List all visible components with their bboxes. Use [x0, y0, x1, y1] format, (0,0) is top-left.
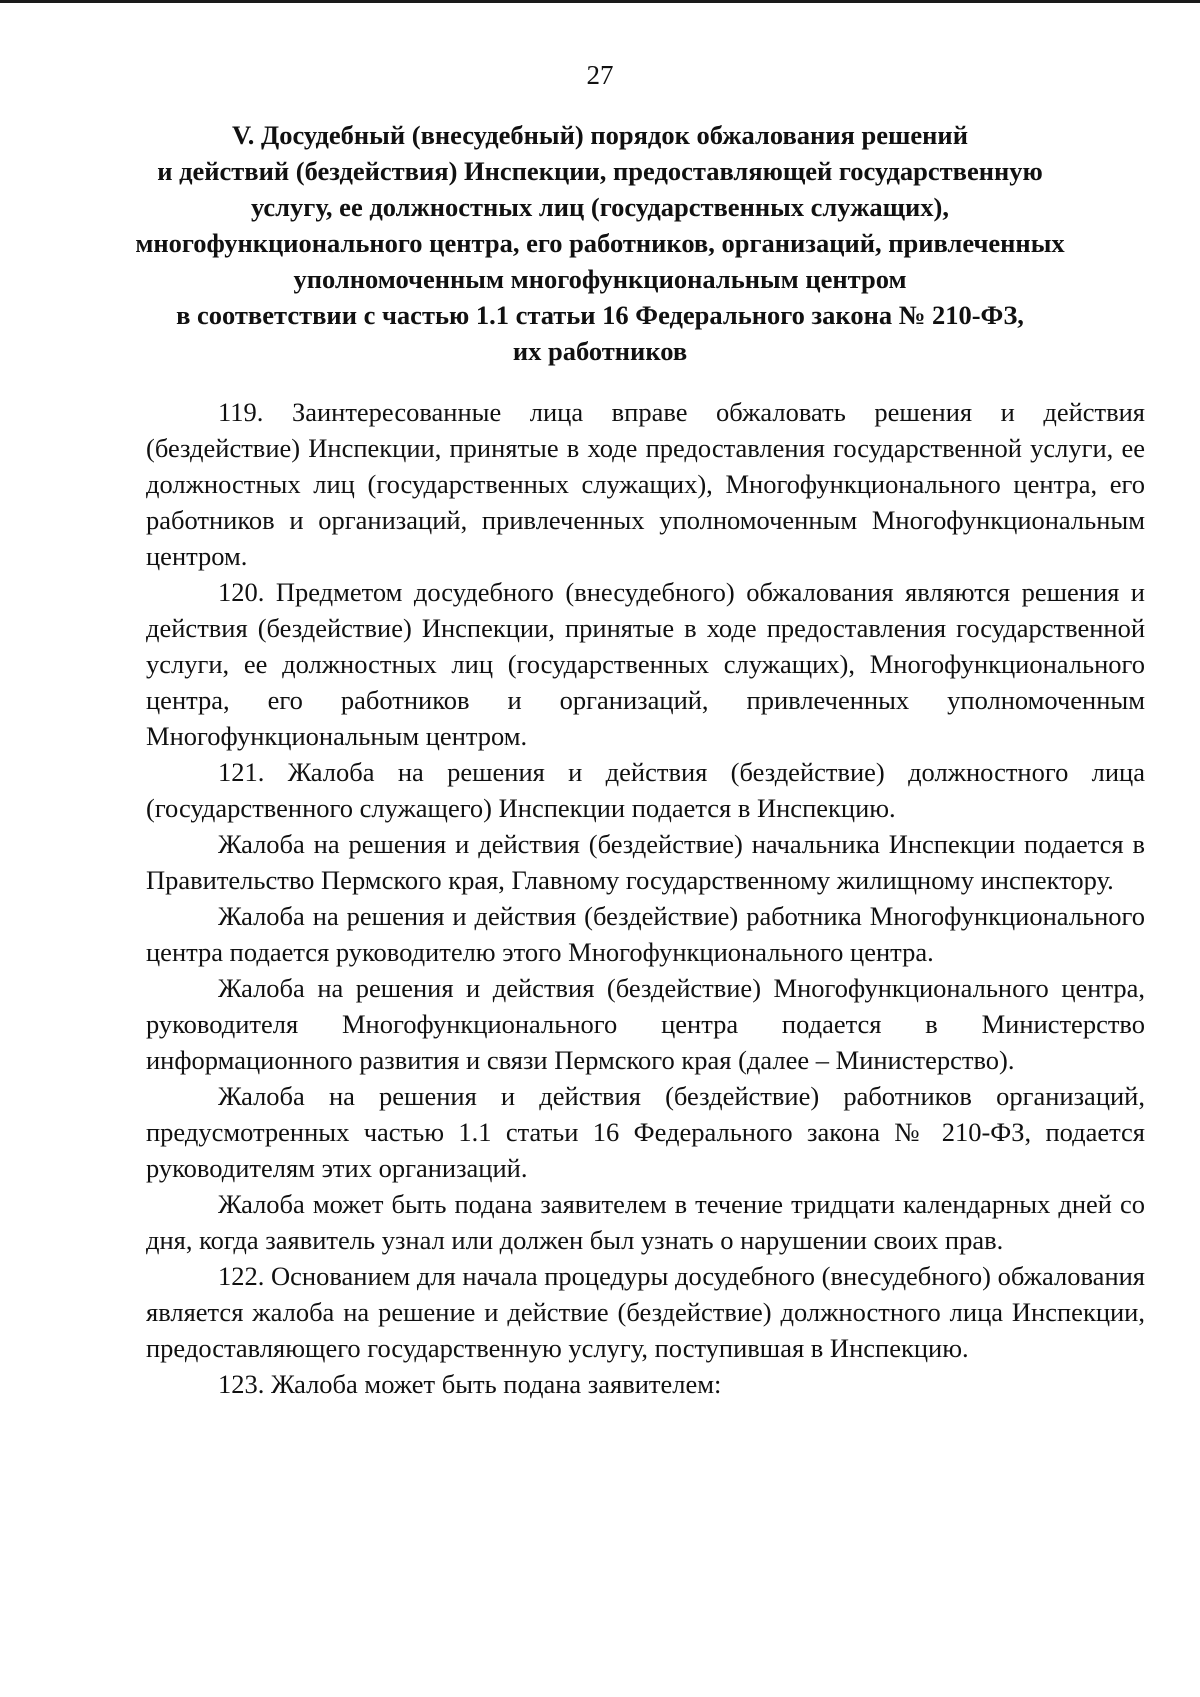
paragraph-121-deadline: Жалоба может быть подана заявителем в течение тридцати календарных дней со дня, когда заявитель узнал или должен был узнать о нарушении своих прав. [146, 1189, 1145, 1255]
paragraph-120: 120. Предметом досудебного (внесудебного) обжалования являются решения и действия (бездействие) Инспекции, принятые в ходе предоставления государственной услуги, ее должностных лиц (государственных служащих), Многофункционального центра, его работников и организаций, привлеченных уполномоченным Многофункциональным центром. [146, 577, 1145, 751]
paragraph-121-organizations-complaint: Жалоба на решения и действия (бездействие) работников организаций, предусмотренных частью 1.1 статьи 16 Федерального закона № 210-ФЗ, подается руководителям этих организаций. [146, 1081, 1145, 1183]
heading-line: V. Досудебный (внесудебный) порядок обжалования решений [232, 120, 968, 150]
heading-line: их работников [512, 336, 688, 366]
scan-top-edge [0, 0, 1200, 3]
paragraph-123: 123. Жалоба может быть подана заявителем: [218, 1369, 722, 1399]
paragraph-121-mfc-complaint: Жалоба на решения и действия (бездействие) Многофункционального центра, руководителя Многофункционального центра подается в Министерство информационного развития и связи Пермского края (далее – Министерство). [146, 973, 1145, 1075]
paragraph-121: 121. Жалоба на решения и действия (бездействие) должностного лица (государственного служащего) Инспекции подается в Инспекцию. [146, 757, 1145, 823]
heading-line: и действий (бездействия) Инспекции, предоставляющей государственную [157, 156, 1043, 186]
paragraph-121-mfc-worker-complaint: Жалоба на решения и действия (бездействие) работника Многофункционального центра подается руководителю этого Многофункционального центра. [146, 901, 1145, 967]
paragraph-121-head-complaint: Жалоба на решения и действия (бездействие) начальника Инспекции подается в Правительство Пермского края, Главному государственному жилищному инспектору. [146, 829, 1145, 895]
document-body [146, 394, 1145, 1402]
heading-line: в соответствии с частью 1.1 статьи 16 Федерального закона № 210-ФЗ, [176, 300, 1024, 330]
heading-line: услугу, ее должностных лиц (государственных служащих), [250, 192, 950, 222]
page-number: 27 [586, 60, 614, 90]
paragraph-122: 122. Основанием для начала процедуры досудебного (внесудебного) обжалования является жалоба на решение и действие (бездействие) должностного лица Инспекции, предоставляющего государственную услугу, поступившая в Инспекцию. [146, 1261, 1145, 1363]
paragraph-119: 119. Заинтересованные лица вправе обжаловать решения и действия (бездействие) Инспекции, принятые в ходе предоставления государственной услуги, ее должностных лиц (государственных служащих), Многофункционального центра, его работников и организаций, привлеченных уполномоченным Многофункциональным центром. [146, 397, 1145, 571]
section-heading [120, 117, 1080, 369]
heading-line: уполномоченным многофункциональным центром [293, 264, 907, 294]
heading-line: многофункционального центра, его работников, организаций, привлеченных [135, 228, 1065, 258]
